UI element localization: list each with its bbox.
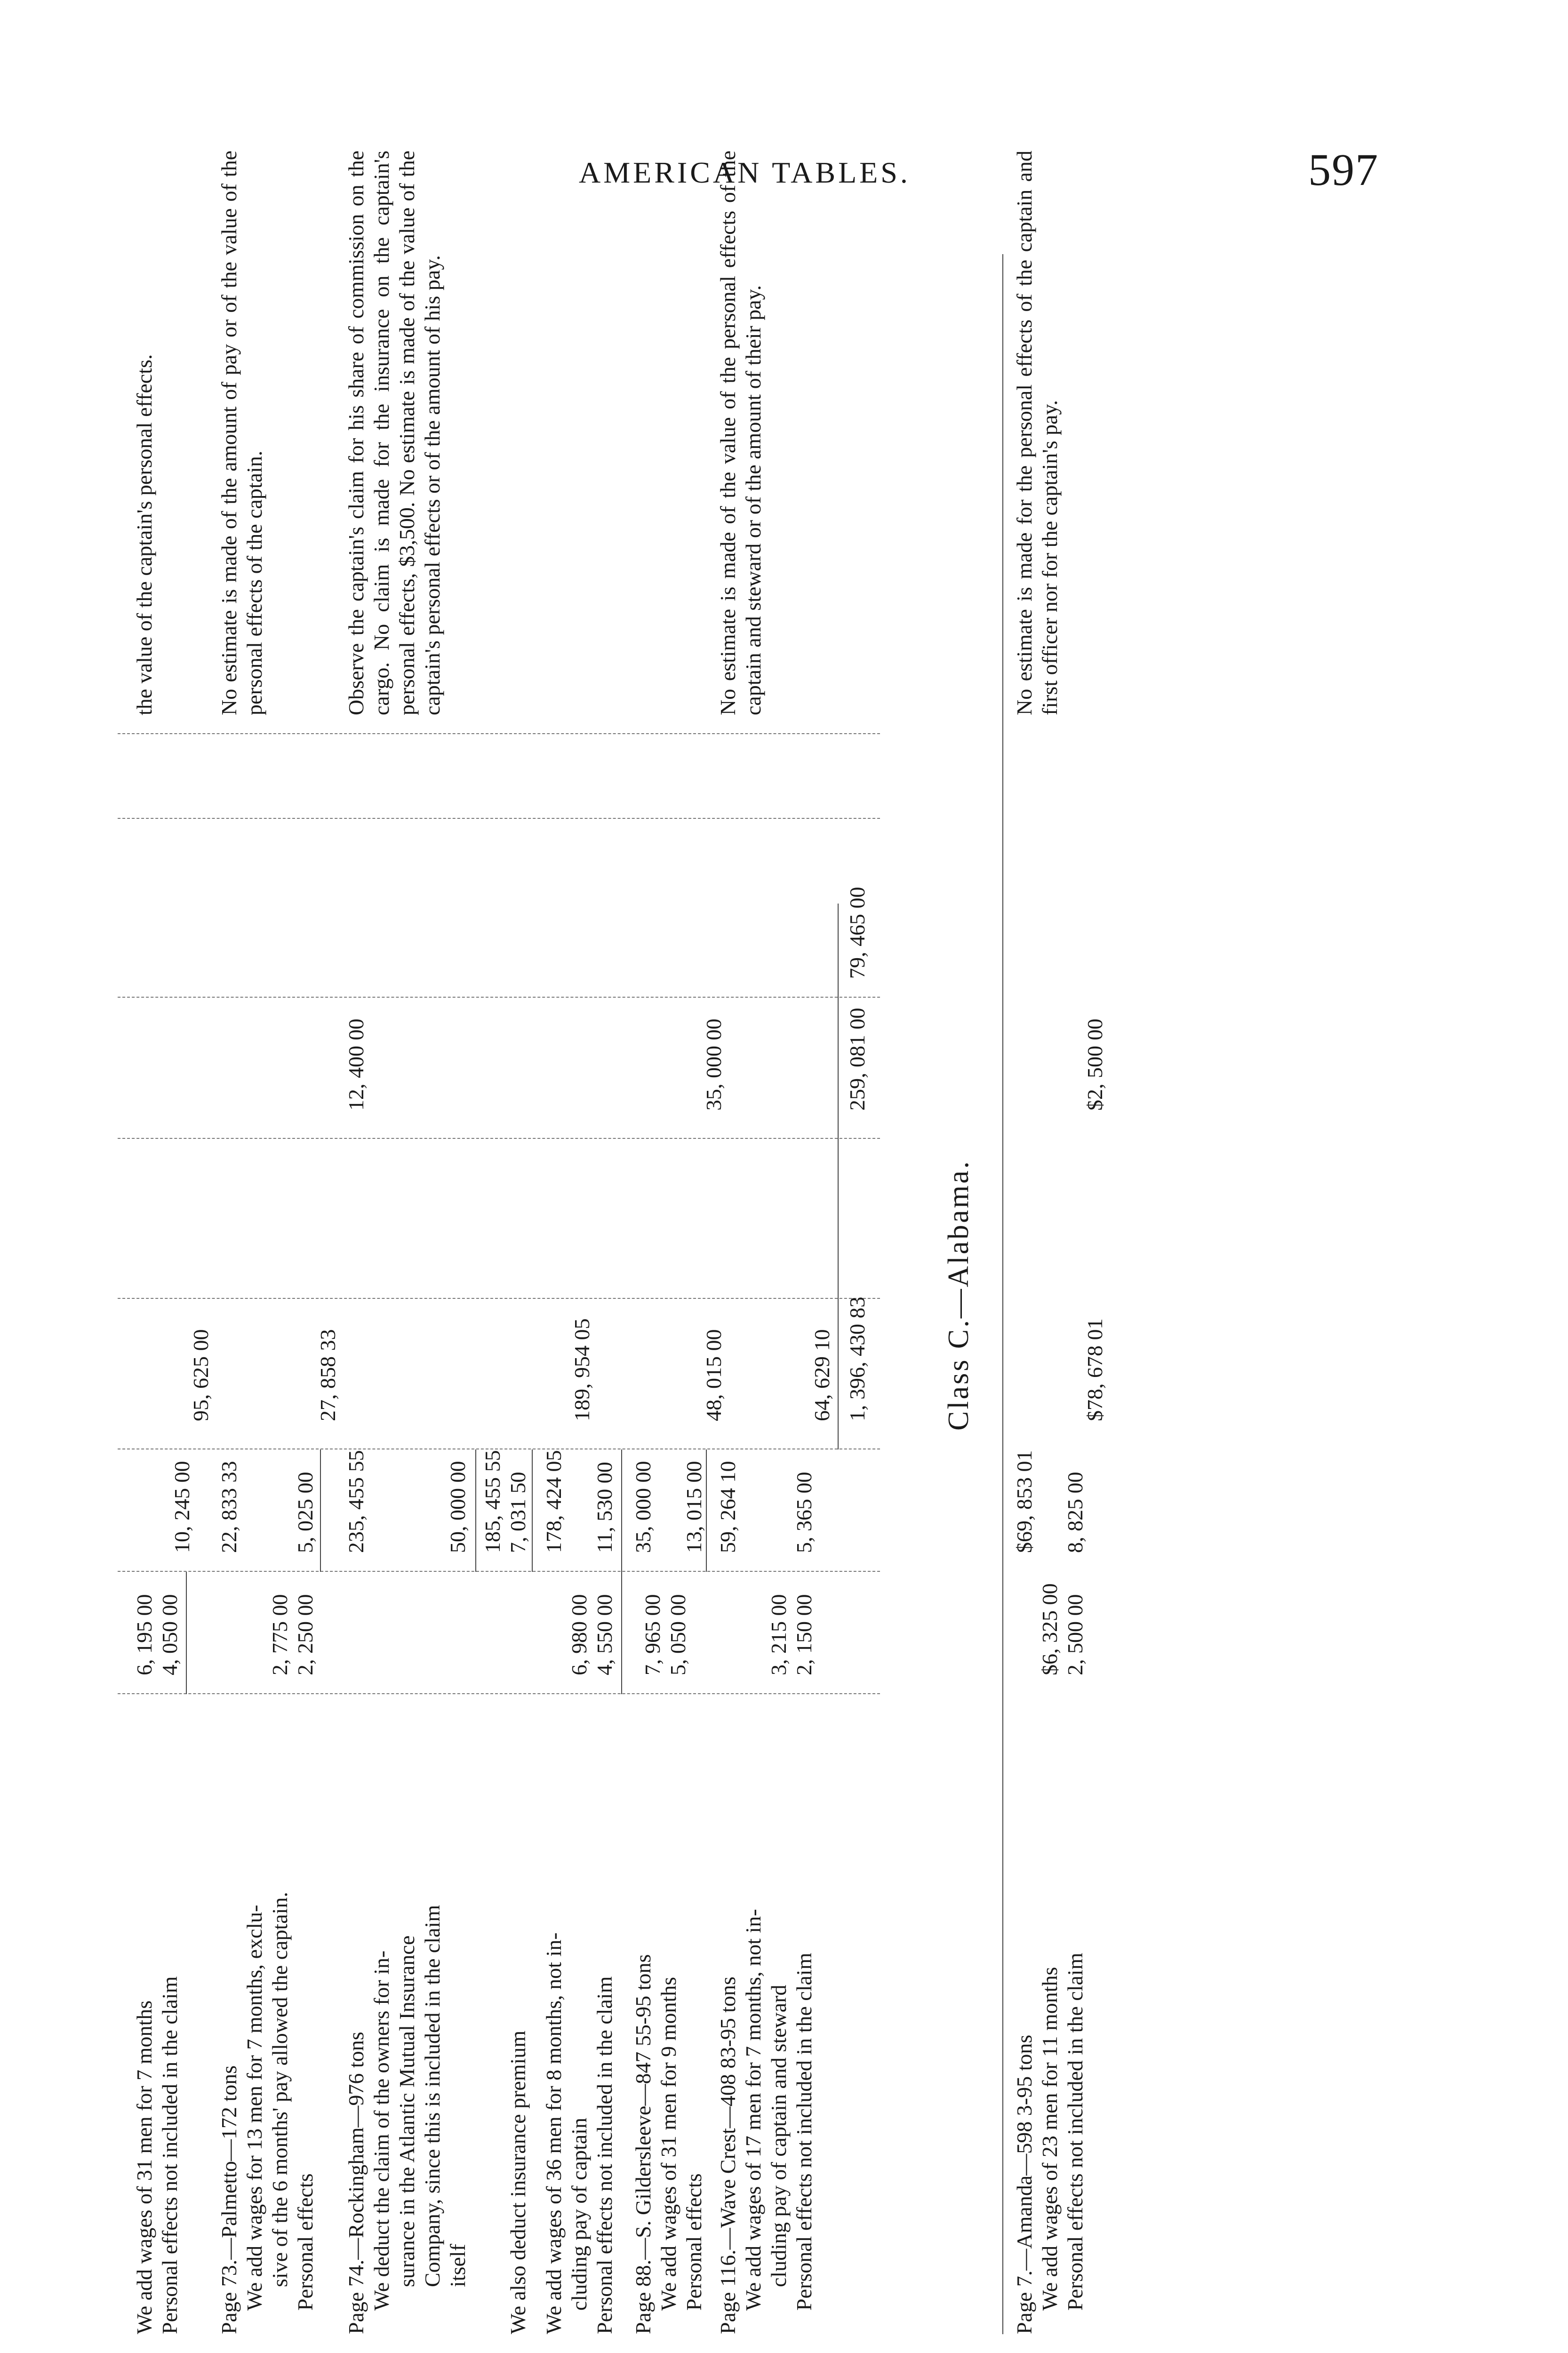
entry-line: Page 7.—Amanda—598 3-95 tons (1012, 2034, 1036, 2334)
total: 1, 396, 430 83 (845, 1297, 869, 1421)
rule (838, 904, 839, 1449)
column-rule (118, 997, 880, 998)
value: 11, 530 00 (592, 1462, 616, 1553)
entry-line: Page 73.—Palmetto—172 tons (217, 2065, 241, 2334)
value: 5, 050 00 (666, 1594, 690, 1675)
entry-line: We add wages for 13 men for 7 months, exclu- (242, 1905, 266, 2311)
total: 259, 081 00 (845, 1008, 869, 1111)
column-rule (118, 733, 880, 734)
value: 189, 954 05 (570, 1318, 594, 1421)
value: 64, 629 10 (810, 1329, 834, 1421)
value: 2, 250 00 (293, 1594, 317, 1675)
entry-line: surance in the Atlantic Mutual Insurance (395, 1935, 419, 2287)
value: 2, 500 00 (1063, 1594, 1087, 1675)
value: 50, 000 00 (446, 1461, 470, 1553)
entry-line: sive of the 6 months' pay allowed the captain. (268, 1892, 292, 2287)
value: 3, 215 00 (767, 1594, 791, 1675)
entry-line: Personal effects not included in the claim (792, 1953, 816, 2311)
column-rule (118, 1298, 880, 1299)
value: 22, 833 33 (217, 1461, 241, 1553)
value: 59, 264 10 (716, 1461, 740, 1553)
value: 2, 150 00 (792, 1594, 816, 1675)
value: $6, 325 00 (1038, 1583, 1062, 1675)
note: the value of the captain's personal effects. (132, 354, 156, 715)
column-rule (118, 1571, 880, 1572)
value: 95, 625 00 (189, 1329, 213, 1421)
column-rule (118, 1138, 880, 1139)
value: $69, 853 01 (1012, 1450, 1036, 1553)
note: No estimate is made for the personal effects of the captain and first officer nor for the captain's pay. (1012, 151, 1062, 715)
value: 178, 424 05 (542, 1450, 566, 1553)
entry-line: Personal effects not included in the claim (158, 1976, 182, 2334)
value: 4, 550 00 (592, 1594, 616, 1675)
entry-line: Personal effects (682, 2173, 706, 2311)
entry-line: Page 116.—Wave Crest—408 83-95 tons (716, 1977, 740, 2334)
rule (1002, 254, 1003, 2334)
value: 5, 365 00 (792, 1472, 816, 1553)
column-rule (118, 1693, 880, 1694)
entry-line: Personal effects (293, 2173, 317, 2311)
entry-line: We add wages of 17 men for 7 months, not in- (741, 1909, 765, 2311)
rule (475, 1449, 476, 1572)
value: 185, 455 55 (480, 1450, 504, 1553)
value: 4, 050 00 (158, 1594, 182, 1675)
value: 2, 775 00 (268, 1594, 292, 1675)
value: 35, 000 00 (702, 1018, 726, 1111)
note: No estimate is made of the amount of pay or of the value of the personal effects of the captain. (217, 151, 266, 715)
value: 35, 000 00 (631, 1461, 655, 1553)
value: 27, 858 33 (316, 1329, 340, 1421)
entry-line: We add wages of 36 men for 8 months, not in- (542, 1932, 566, 2334)
entry-line: Page 88.—S. Gildersleeve—847 55-95 tons (631, 1954, 655, 2334)
rule (532, 1449, 533, 1572)
value: $78, 678 01 (1083, 1318, 1107, 1421)
value: 7, 031 50 (506, 1472, 530, 1553)
entry-line: We add wages of 23 men for 11 months (1038, 1967, 1062, 2311)
rule (186, 1572, 187, 1694)
entry-line: We add wages of 31 men for 9 months (656, 1977, 680, 2311)
note: No estimate is made of the value of the personal effects of the captain and steward or of the amount of their pay. (716, 151, 765, 715)
entry-line: cluding pay of captain (567, 2117, 591, 2311)
column-rule (118, 818, 880, 819)
entry-line: cluding pay of captain and steward (767, 1985, 791, 2287)
value: 13, 015 00 (682, 1461, 706, 1553)
entry-line: Company, since this is included in the claim (420, 1905, 444, 2287)
page-number: 597 (1308, 144, 1379, 195)
rule (621, 1449, 622, 1694)
value: 10, 245 00 (170, 1461, 194, 1553)
value: 235, 455 55 (344, 1450, 368, 1553)
value: 6, 980 00 (567, 1594, 591, 1675)
total: 79, 465 00 (845, 887, 869, 979)
running-header: AMERICAN TABLES. (579, 156, 911, 189)
rule (320, 1449, 321, 1572)
entry-line: Personal effects not included in the claim (592, 1976, 616, 2334)
note: Observe the captain's claim for his share of commission on the cargo. No claim is made for the insurance on the captain's personal effects, $3,500. No estimate is made of the value of the captain's personal effects or of the amount of his pay. (344, 151, 444, 715)
class-heading: Class C.—Alabama. (943, 1160, 975, 1431)
entry-line: We also deduct insurance premium (506, 2030, 530, 2334)
value: 7, 965 00 (640, 1594, 664, 1675)
entry-line: Page 74.—Rockingham—976 tons (344, 2032, 368, 2334)
entry-line: We deduct the claim of the owners for in- (369, 1950, 393, 2311)
value: 5, 025 00 (293, 1472, 317, 1553)
entry-line: Personal effects not included in the claim (1063, 1953, 1087, 2311)
value: 48, 015 00 (702, 1329, 726, 1421)
entry-line: itself (446, 2244, 470, 2287)
entry-line: We add wages of 31 men for 7 months (132, 2000, 156, 2334)
value: 8, 825 00 (1063, 1472, 1087, 1553)
value: $2, 500 00 (1083, 1018, 1107, 1111)
value: 12, 400 00 (344, 1018, 368, 1111)
rule (706, 1449, 707, 1572)
value: 6, 195 00 (132, 1594, 156, 1675)
